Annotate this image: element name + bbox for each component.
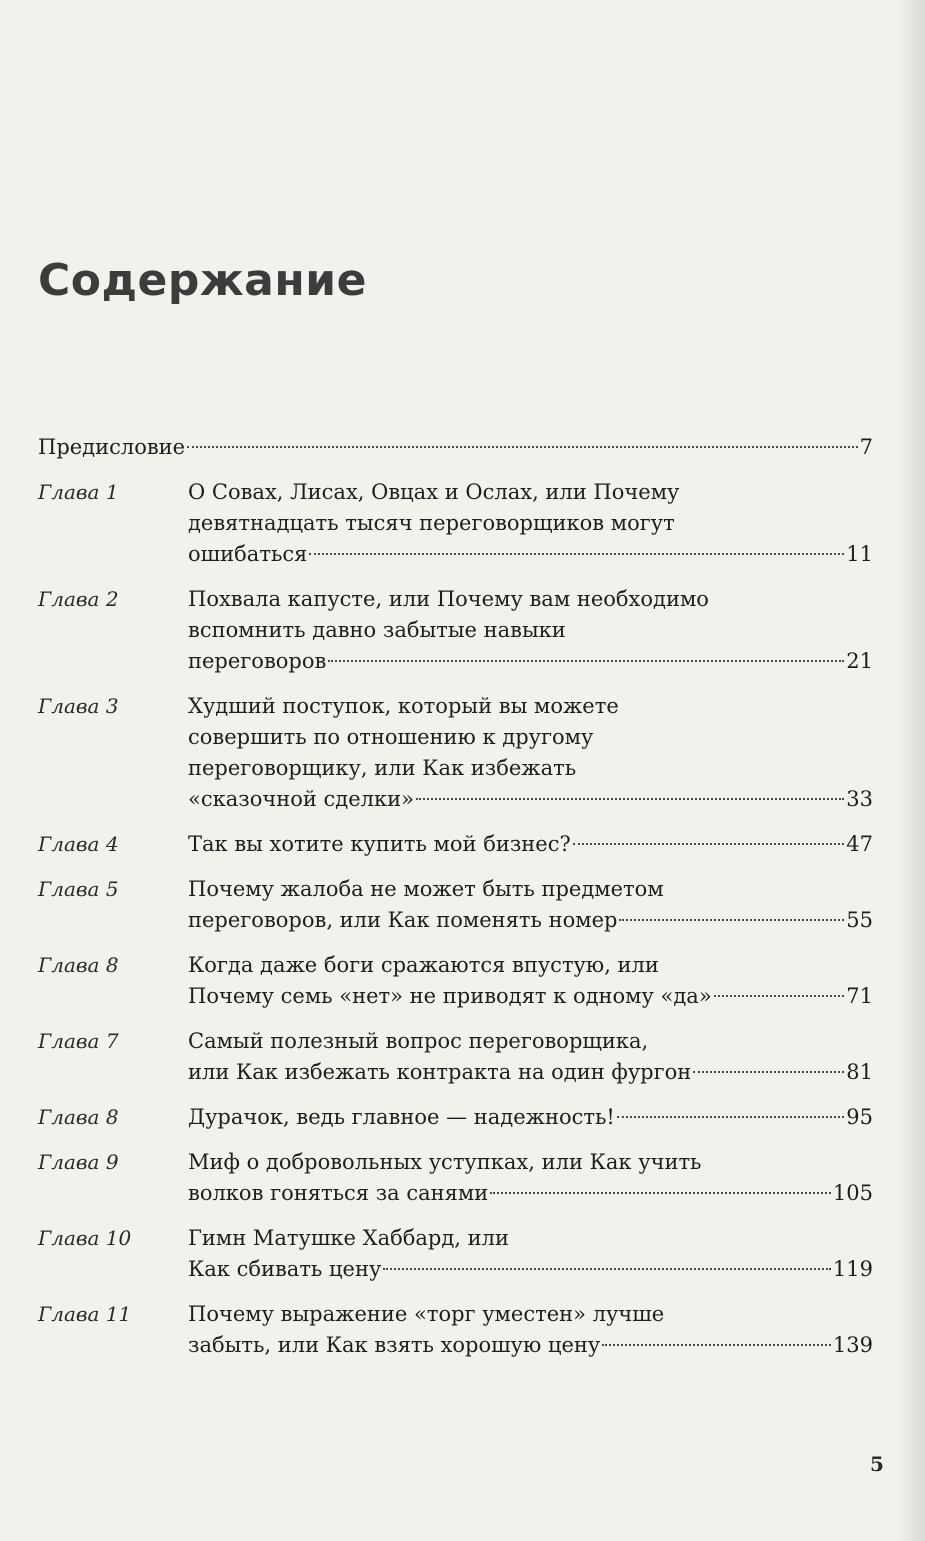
chapter-title-line: Гимн Матушке Хаббард, или bbox=[188, 1226, 509, 1250]
chapter-title-line: Когда даже боги сражаются впустую, или bbox=[188, 953, 659, 977]
toc-entry[interactable] bbox=[38, 874, 873, 936]
toc-entry[interactable] bbox=[38, 584, 873, 677]
dot-leader bbox=[602, 1344, 831, 1346]
chapter-title-line: Самый полезный вопрос переговорщика, bbox=[188, 1029, 649, 1053]
dot-leader bbox=[309, 553, 844, 555]
toc-entry[interactable] bbox=[38, 691, 873, 815]
chapter-title bbox=[188, 477, 873, 570]
chapter-title bbox=[188, 1026, 873, 1088]
toc-entry[interactable] bbox=[38, 1147, 873, 1209]
chapter-title-line: волков гоняться за санями bbox=[188, 1181, 489, 1205]
toc-entry[interactable] bbox=[38, 950, 873, 1012]
chapter-title bbox=[188, 950, 873, 1012]
chapter-label: Глава 8 bbox=[38, 1105, 119, 1129]
chapter-title-line: ошибаться bbox=[188, 542, 308, 566]
chapter-page-number: 81 bbox=[846, 1060, 873, 1084]
chapter-title-line: переговоров, или Как поменять номер bbox=[188, 908, 618, 932]
page-number: 5 bbox=[870, 1452, 884, 1476]
chapter-title bbox=[188, 874, 873, 936]
page-edge-shadow bbox=[895, 0, 925, 1541]
chapter-title bbox=[188, 1102, 873, 1133]
chapter-title bbox=[188, 691, 873, 815]
preface-page: 7 bbox=[859, 435, 873, 459]
toc-entry[interactable] bbox=[38, 1299, 873, 1361]
dot-leader bbox=[416, 798, 844, 800]
dot-leader bbox=[714, 995, 845, 997]
chapter-title-line: совершить по отношению к другому bbox=[188, 725, 594, 749]
chapter-title bbox=[188, 829, 873, 860]
dot-leader bbox=[693, 1071, 844, 1073]
chapter-list bbox=[38, 477, 873, 1361]
chapter-page-number: 105 bbox=[832, 1181, 873, 1205]
chapter-title-line: или Как избежать контракта на один фургон bbox=[188, 1060, 692, 1084]
chapter-label: Глава 9 bbox=[38, 1150, 119, 1174]
chapter-title bbox=[188, 1147, 873, 1209]
chapter-title-line: Так вы хотите купить мой бизнес? bbox=[188, 832, 571, 856]
chapter-page-number: 11 bbox=[846, 542, 873, 566]
chapter-page-number: 47 bbox=[846, 832, 873, 856]
chapter-title-line: Миф о добровольных уступках, или Как учить bbox=[188, 1150, 702, 1174]
preface-title: Предисловие bbox=[38, 435, 186, 459]
toc-entry[interactable] bbox=[38, 1026, 873, 1088]
chapter-title-line: забыть, или Как взять хорошую цену bbox=[188, 1333, 601, 1357]
chapter-label: Глава 1 bbox=[38, 480, 119, 504]
chapter-page-number: 139 bbox=[832, 1333, 873, 1357]
dot-leader bbox=[490, 1192, 831, 1194]
chapter-label: Глава 7 bbox=[38, 1029, 119, 1053]
chapter-title-line: Дурачок, ведь главное — надежность! bbox=[188, 1105, 615, 1129]
chapter-title-line: Как сбивать цену bbox=[188, 1257, 382, 1281]
dot-leader bbox=[383, 1268, 831, 1270]
table-of-contents bbox=[38, 432, 873, 1375]
chapter-label: Глава 4 bbox=[38, 832, 119, 856]
toc-preface[interactable] bbox=[38, 432, 873, 463]
chapter-title-line: Почему выражение «торг уместен» лучше bbox=[188, 1302, 665, 1326]
dot-leader bbox=[619, 919, 844, 921]
toc-entry[interactable] bbox=[38, 829, 873, 860]
chapter-page-number: 55 bbox=[846, 908, 873, 932]
dot-leader bbox=[187, 446, 858, 448]
chapter-title-line: Почему семь «нет» не приводят к одному «да» bbox=[188, 984, 712, 1008]
chapter-title bbox=[188, 584, 873, 677]
chapter-title-line: переговорщику, или Как избежать bbox=[188, 756, 577, 780]
chapter-title-line: Почему жалоба не может быть предметом bbox=[188, 877, 664, 901]
chapter-page-number: 33 bbox=[846, 787, 873, 811]
chapter-title-line: переговоров bbox=[188, 649, 327, 673]
chapter-label: Глава 11 bbox=[38, 1302, 132, 1326]
chapter-title bbox=[188, 1299, 873, 1361]
chapter-label: Глава 3 bbox=[38, 694, 119, 718]
dot-leader bbox=[617, 1116, 844, 1118]
chapter-title-line: О Совах, Лисах, Овцах и Ослах, или Почему bbox=[188, 480, 680, 504]
chapter-label: Глава 2 bbox=[38, 587, 119, 611]
toc-entry[interactable] bbox=[38, 1102, 873, 1133]
chapter-title-line: «сказочной сделки» bbox=[188, 787, 414, 811]
chapter-label: Глава 8 bbox=[38, 953, 119, 977]
toc-entry[interactable] bbox=[38, 1223, 873, 1285]
chapter-title-line: Похвала капусте, или Почему вам необходимо bbox=[188, 587, 709, 611]
chapter-title-line: Худший поступок, который вы можете bbox=[188, 694, 619, 718]
chapter-page-number: 71 bbox=[846, 984, 873, 1008]
dot-leader bbox=[328, 660, 844, 662]
chapter-page-number: 95 bbox=[846, 1105, 873, 1129]
chapter-title-line: девятнадцать тысяч переговорщиков могут bbox=[188, 511, 675, 535]
chapter-label: Глава 5 bbox=[38, 877, 119, 901]
chapter-page-number: 119 bbox=[832, 1257, 873, 1281]
chapter-label: Глава 10 bbox=[38, 1226, 132, 1250]
chapter-title bbox=[188, 1223, 873, 1285]
page-title: Содержание bbox=[38, 255, 367, 306]
dot-leader bbox=[573, 843, 845, 845]
toc-entry[interactable] bbox=[38, 477, 873, 570]
chapter-page-number: 21 bbox=[846, 649, 873, 673]
chapter-title-line: вспомнить давно забытые навыки bbox=[188, 618, 566, 642]
